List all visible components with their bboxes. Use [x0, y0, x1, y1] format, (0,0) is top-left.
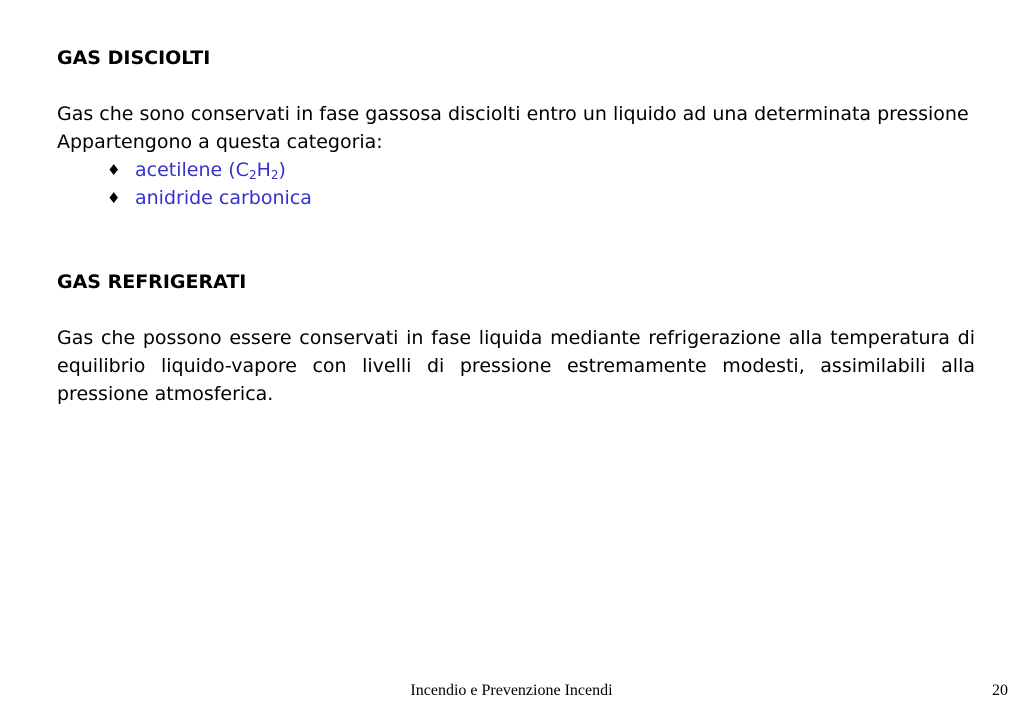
gas-refrigerati-description: Gas che possono essere conservati in fase liquida mediante refrigerazione alla temperatura di equilibrio liquido-vapore con livelli di pressione estremamente modesti, assimilabili alla pressione atmosferica. — [57, 327, 975, 405]
section-heading-gas-disciolti: GAS DISCIOLTI — [57, 47, 211, 69]
acetilene-label: acetilene $(C_2H_2)$ — [135, 159, 286, 182]
category-intro: Appartengono a questa categoria: — [57, 131, 383, 153]
diamond-bullet-icon: ♦ — [107, 161, 121, 179]
spacer — [57, 72, 975, 100]
page-number: 20 — [992, 682, 1008, 699]
gas-disciolti-list — [57, 156, 975, 212]
spacer — [57, 296, 975, 324]
list-item-acetilene — [107, 156, 975, 184]
gas-disciolti-description: Gas che sono conservati in fase gassosa disciolti entro un liquido ad una determinata pressione — [57, 103, 969, 125]
footer-title: Incendio e Prevenzione Incendi — [410, 682, 613, 699]
list-item-anidride-carbonica — [107, 184, 975, 212]
section-heading-gas-refrigerati: GAS REFRIGERATI — [57, 271, 247, 293]
diamond-bullet-icon: ♦ — [107, 189, 121, 207]
spacer — [57, 212, 975, 268]
anidride-carbonica-label: anidride carbonica — [135, 187, 312, 209]
slide-content — [57, 44, 975, 408]
